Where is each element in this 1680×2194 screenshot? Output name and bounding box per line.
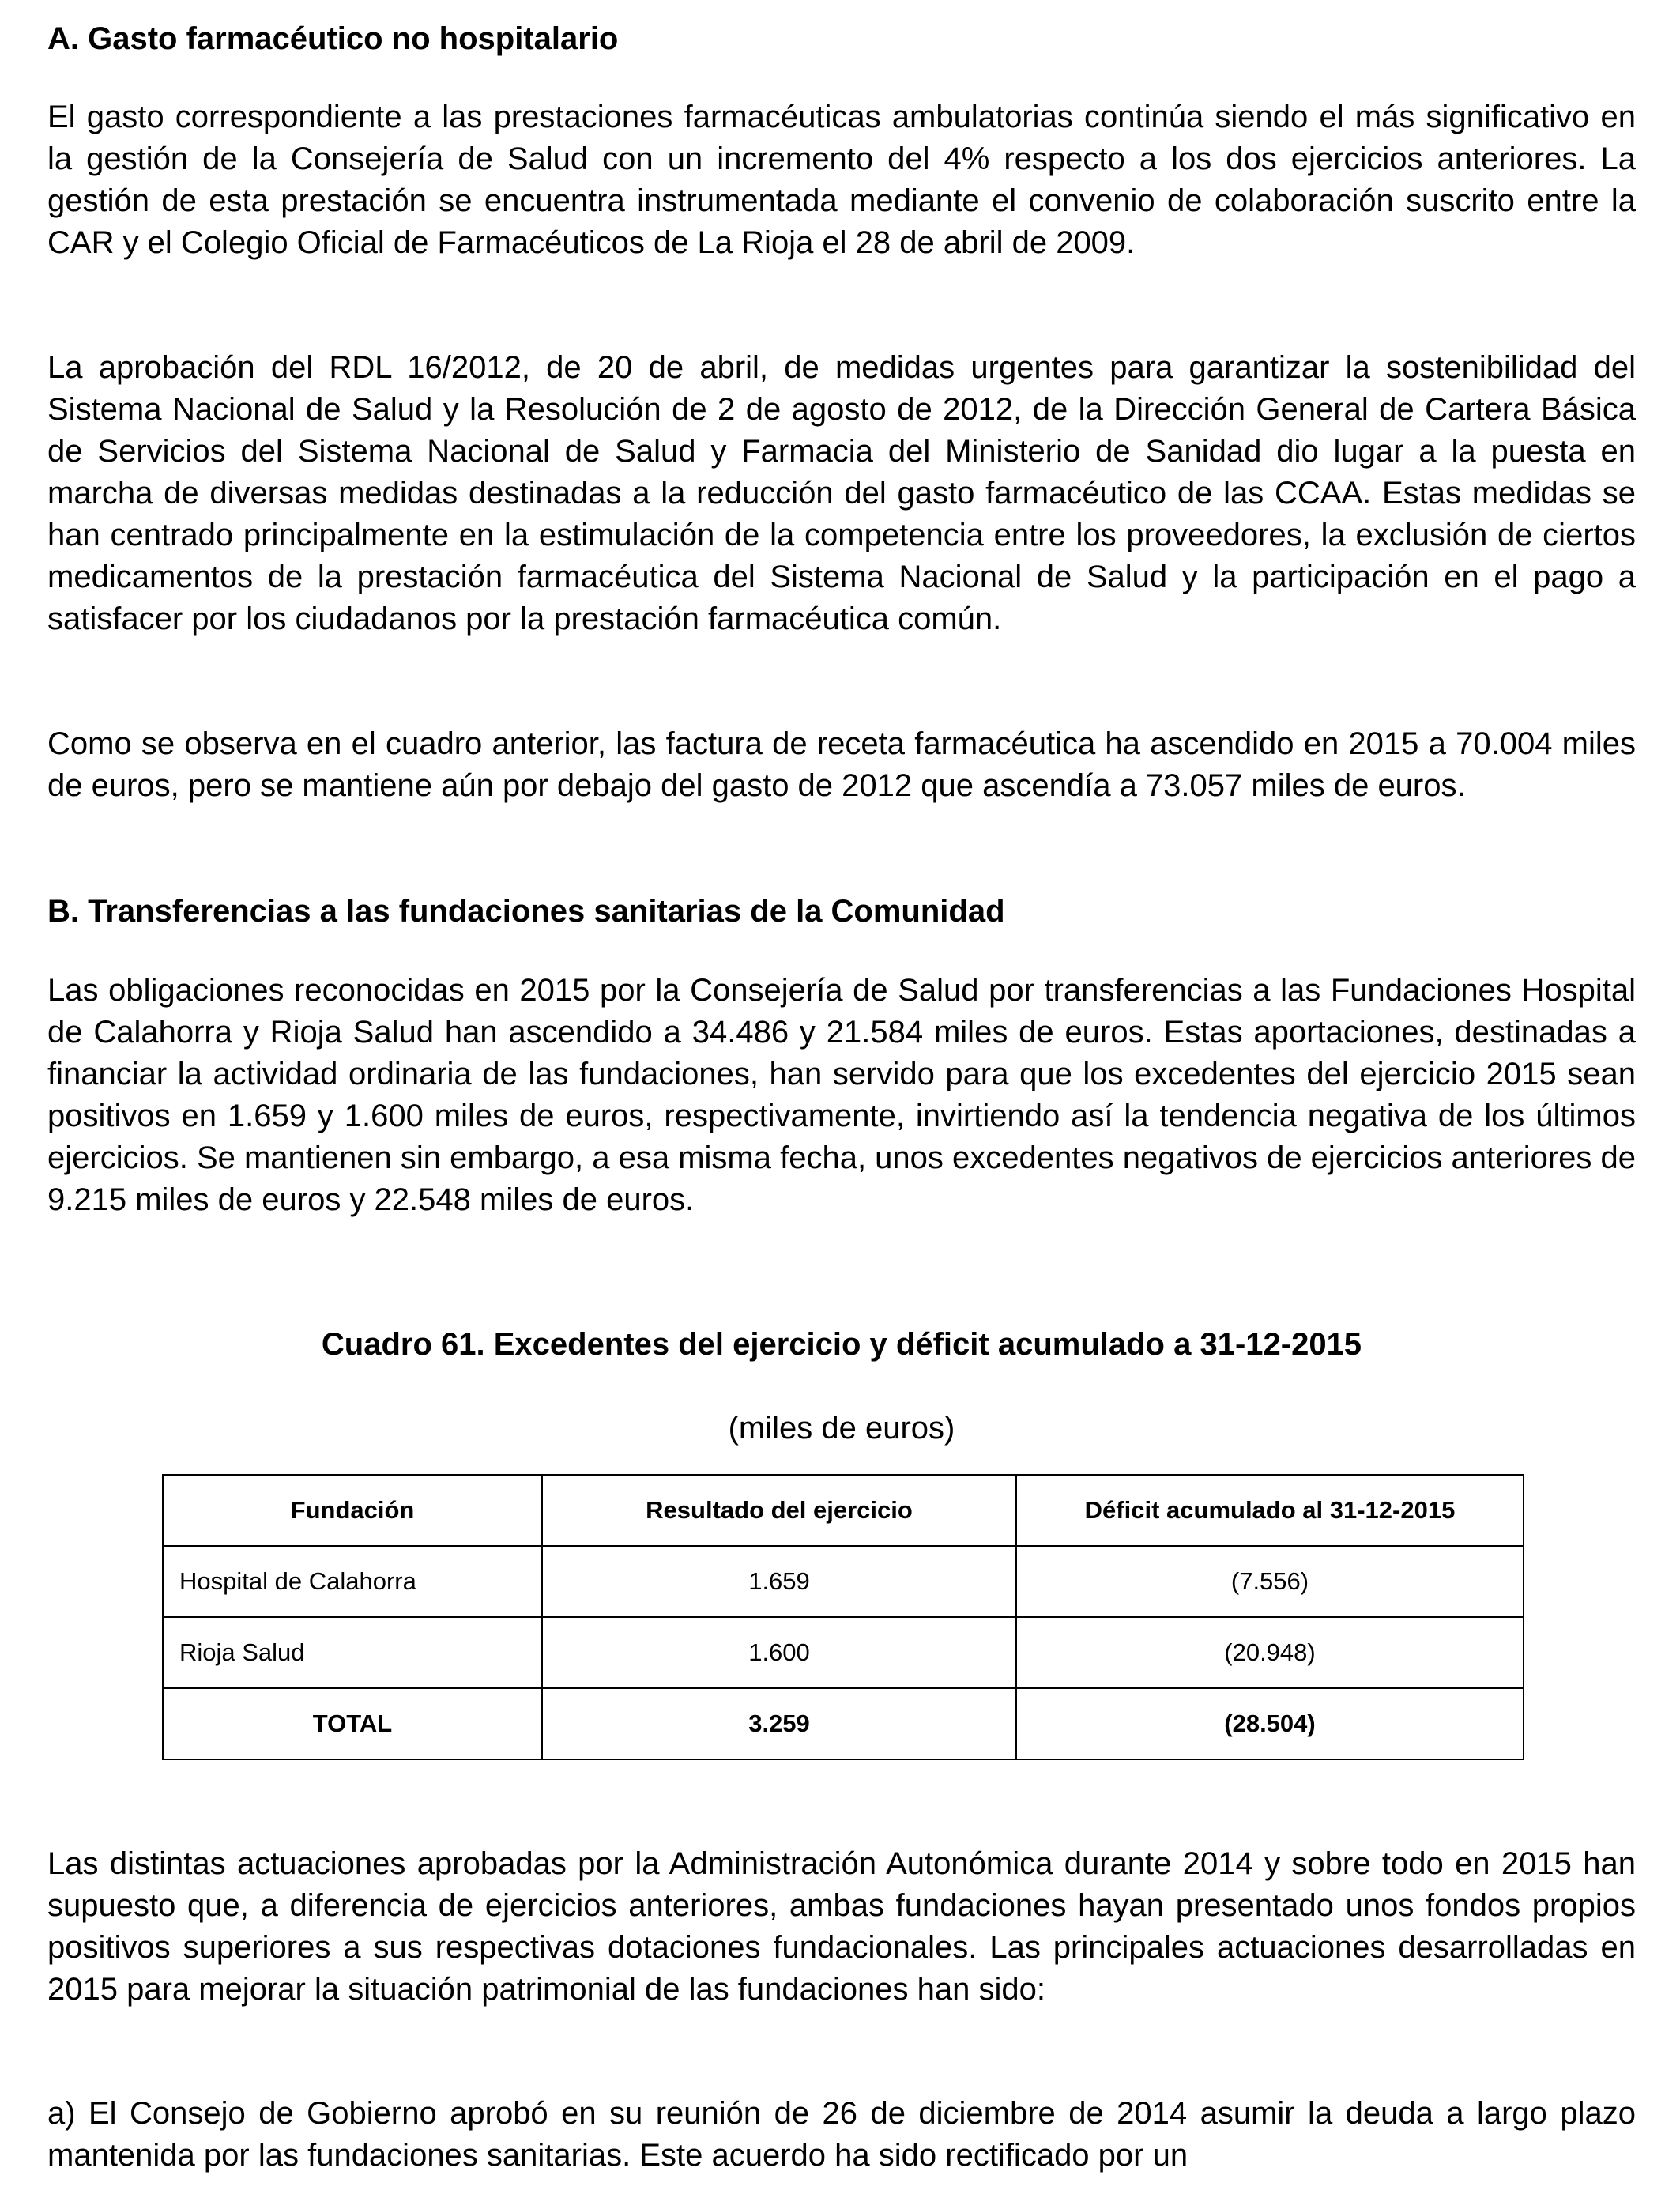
table-header-row (163, 1475, 1524, 1546)
cell-resultado: 1.659 (542, 1546, 1016, 1617)
section-b-paragraph-1: Las obligaciones reconocidas en 2015 por la Consejería de Salud por transferencias a las Fundaciones Hospital de Calahorra y Rioja Salud han ascendido a 34.486 y 21.584 miles de euros. Estas aportaciones, destinadas a financiar la actividad ordinaria de las fundaciones, han servido para que los excedentes del ejercicio 2015 sean positivos en 1.659 y 1.600 miles de euros, respectivamente, invirtiendo así la tendencia negativa de los últimos ejercicios. Se mantienen sin embargo, a esa misma fecha, unos excedentes negativos de ejercicios anteriores de 9.215 miles de euros y 22.548 miles de euros. (47, 973, 1636, 1217)
cell-fundacion: Rioja Salud (163, 1617, 542, 1688)
header-resultado: Resultado del ejercicio (542, 1475, 1016, 1546)
cell-fundacion: Hospital de Calahorra (163, 1546, 542, 1617)
table-row (163, 1617, 1524, 1688)
table-units: (miles de euros) (728, 1411, 955, 1446)
section-a-paragraph-2: La aprobación del RDL 16/2012, de 20 de abril, de medidas urgentes para garantizar la sostenibilidad del Sistema Nacional de Salud y la Resolución de 2 de agosto de 2012, de la Dirección General de Cartera Básica de Servicios del Sistema Nacional de Salud y Farmacia del Ministerio de Sanidad dio lugar a la puesta en marcha de diversas medidas destinadas a la reducción del gasto farmacéutico de las CCAA. Estas medidas se han centrado principalmente en la estimulación de la competencia entre los proveedores, la exclusión de ciertos medicamentos de la prestación farmacéutica del Sistema Nacional de Salud y la participación en el pago a satisfacer por los ciudadanos por la prestación farmacéutica común. (47, 350, 1636, 636)
header-deficit: Déficit acumulado al 31-12-2015 (1016, 1475, 1524, 1546)
table-caption: Cuadro 61. Excedentes del ejercicio y déficit acumulado a 31-12-2015 (321, 1327, 1362, 1362)
cell-total-deficit: (28.504) (1016, 1688, 1524, 1759)
section-c-paragraph-2: a) El Consejo de Gobierno aprobó en su reunión de 26 de diciembre de 2014 asumir la deuda a largo plazo mantenida por las fundaciones sanitarias. Este acuerdo ha sido rectificado por un (47, 2096, 1636, 2173)
table-row (163, 1546, 1524, 1617)
cell-resultado: 1.600 (542, 1617, 1016, 1688)
header-fundacion: Fundación (163, 1475, 542, 1546)
section-b-heading: B. Transferencias a las fundaciones sanitarias de la Comunidad (47, 894, 1005, 929)
section-a-paragraph-1: El gasto correspondiente a las prestaciones farmacéuticas ambulatorias continúa siendo el más significativo en la gestión de la Consejería de Salud con un incremento del 4% respecto a los dos ejercicios anteriores. La gestión de esta prestación se encuentra instrumentada mediante el convenio de colaboración suscrito entre la CAR y el Colegio Oficial de Farmacéuticos de La Rioja el 28 de abril de 2009. (47, 100, 1636, 260)
cell-deficit: (7.556) (1016, 1546, 1524, 1617)
section-a-heading: A. Gasto farmacéutico no hospitalario (47, 21, 619, 56)
section-c-paragraph-1: Las distintas actuaciones aprobadas por la Administración Autonómica durante 2014 y sobre todo en 2015 han supuesto que, a diferencia de ejercicios anteriores, ambas fundaciones hayan presentado unos fondos propios positivos superiores a sus respectivas dotaciones fundacionales. Las principales actuaciones desarrolladas en 2015 para mejorar la situación patrimonial de las fundaciones han sido: (47, 1846, 1636, 2007)
cell-total-label: TOTAL (163, 1688, 542, 1759)
cell-total-resultado: 3.259 (542, 1688, 1016, 1759)
table-total-row (163, 1688, 1524, 1759)
cell-deficit: (20.948) (1016, 1617, 1524, 1688)
surplus-deficit-table (162, 1474, 1524, 1760)
section-a-paragraph-3: Como se observa en el cuadro anterior, las factura de receta farmacéutica ha ascendido en 2015 a 70.004 miles de euros, pero se mantiene aún por debajo del gasto de 2012 que ascendía a 73.057 miles de euros. (47, 726, 1636, 803)
